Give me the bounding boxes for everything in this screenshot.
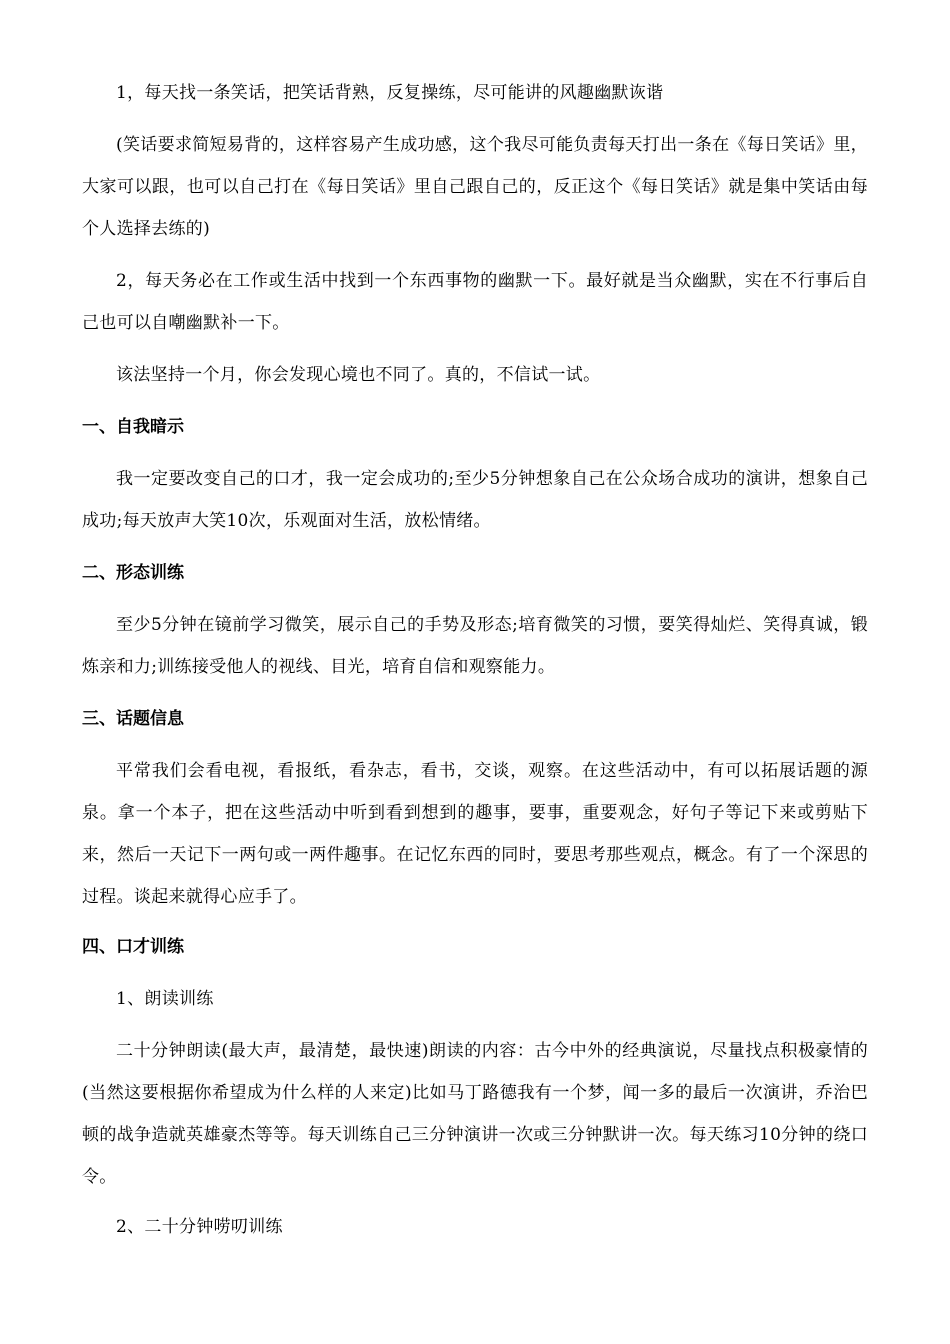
paragraph-conclusion: 该法坚持一个月，你会发现心境也不同了。真的，不信试一试。 [116,365,601,385]
paragraph-joke-step-1: 1，每天找一条笑话，把笑话背熟，反复操练，尽可能讲的风趣幽默诙谐 [116,83,664,103]
section-heading-self-suggestion: 一、自我暗示 [82,417,184,437]
section-heading-posture-training: 二、形态训练 [82,563,184,583]
paragraph-self-suggestion: 我一定要改变自己的口才，我一定会成功的;至少5分钟想象自己在公众场合成功的演讲，想象自己成功;每天放声大笑10次，乐观面对生活，放松情绪。 [82,469,868,531]
paragraph-nagging-training-title: 2、二十分钟唠叨训练 [116,1217,283,1237]
paragraph-topic-info: 平常我们会看电视，看报纸，看杂志，看书，交谈，观察。在这些活动中，有可以拓展话题的源泉。拿一个本子，把在这些活动中听到看到想到的趣事，要事，重要观念，好句子等记下来或剪贴下来，然后一天记下一两句或一两件趣事。在记忆东西的同时，要思考那些观点，概念。有了一个深思的过程。谈起来就得心应手了。 [82,761,868,907]
paragraph-joke-step-2: 2，每天务必在工作或生活中找到一个东西事物的幽默一下。最好就是当众幽默，实在不行事后自己也可以自嘲幽默补一下。 [82,271,868,333]
section-heading-speech-training: 四、口才训练 [82,937,184,957]
paragraph-posture-training: 至少5分钟在镜前学习微笑，展示自己的手势及形态;培育微笑的习惯，要笑得灿烂、笑得真诚，锻炼亲和力;训练接受他人的视线、目光，培育自信和观察能力。 [82,615,868,677]
section-heading-topic-info: 三、话题信息 [82,709,184,729]
paragraph-joke-note: (笑话要求简短易背的，这样容易产生成功感，这个我尽可能负责每天打出一条在《每日笑话》里，大家可以跟，也可以自己打在《每日笑话》里自己跟自己的，反正这个《每日笑话》就是集中笑话由每个人选择去练的) [82,135,868,239]
paragraph-reading-training: 二十分钟朗读(最大声，最清楚，最快速)朗读的内容：古今中外的经典演说，尽量找点积极豪情的(当然这要根据你希望成为什么样的人来定)比如马丁路德我有一个梦，闻一多的最后一次演讲，乔治巴顿的战争造就英雄豪杰等等。每天训练自己三分钟演讲一次或三分钟默讲一次。每天练习10分钟的绕口令。 [82,1041,868,1187]
paragraph-reading-training-title: 1、朗读训练 [116,989,214,1009]
